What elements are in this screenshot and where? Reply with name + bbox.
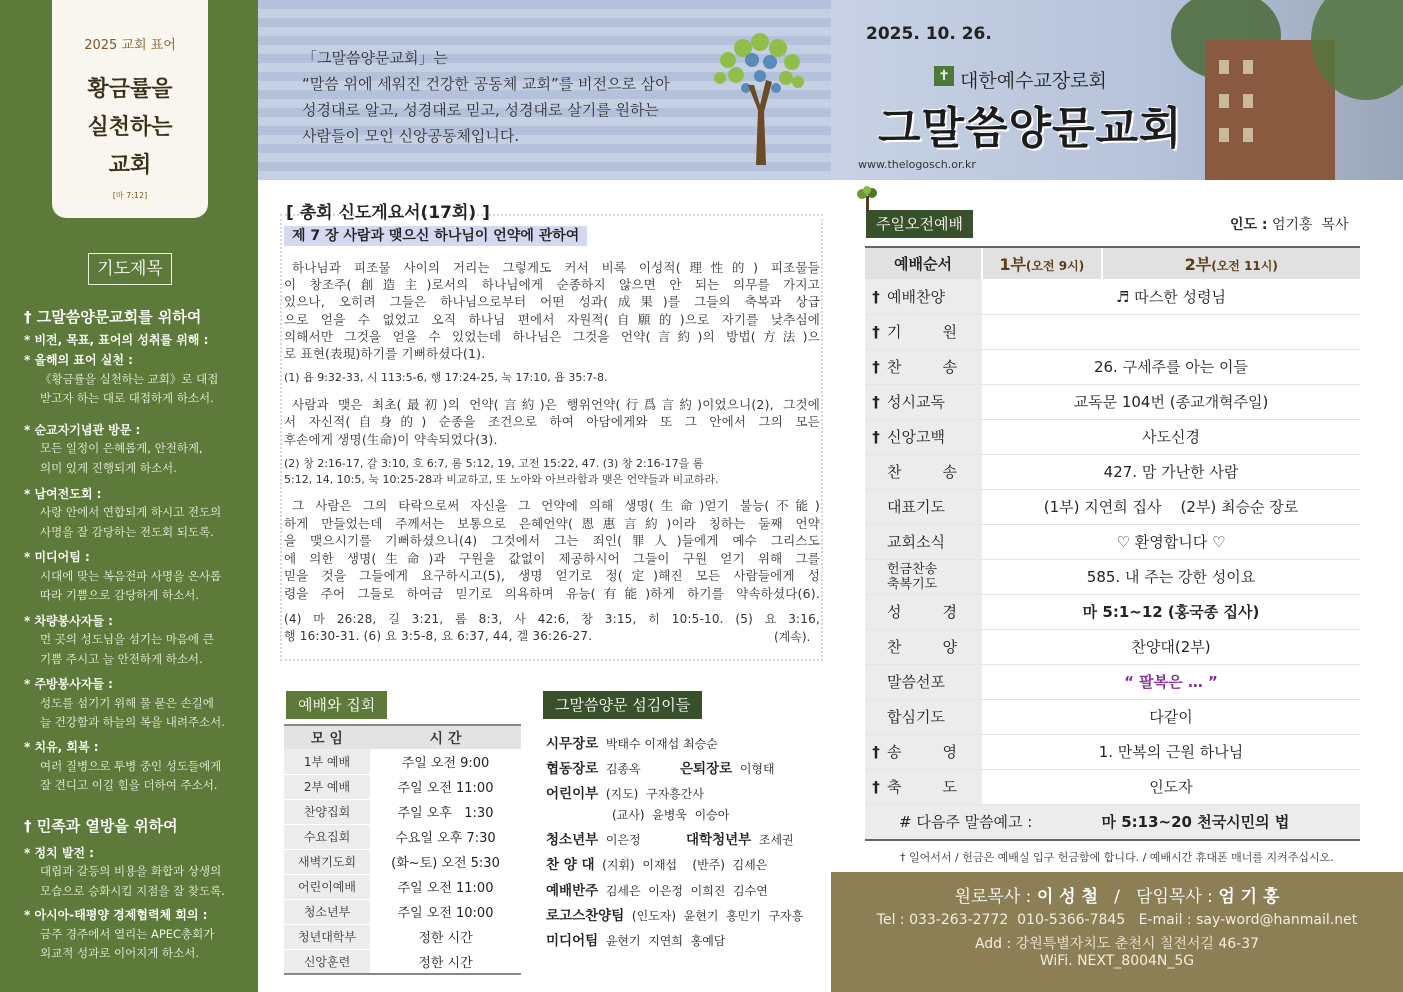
building-window <box>1243 94 1253 108</box>
order-item <box>865 734 982 769</box>
staff-names: (교사) 윤병욱 이승아 <box>612 808 730 822</box>
meeting-name: 수요집회 <box>284 824 370 849</box>
order-item <box>865 559 982 594</box>
staff-role: 청소년부 <box>546 832 599 848</box>
next-week-label: # 다음주 말씀예고 : <box>865 804 1102 840</box>
table-row <box>284 949 521 974</box>
table-row <box>865 489 1360 524</box>
prayer-item-text: 성도를 섬기기 위해 물 묻은 손길에 <box>40 696 214 710</box>
order-item-value: 사도신경 <box>982 419 1360 454</box>
motto-line: 교회 <box>108 152 152 178</box>
table-row <box>284 849 521 874</box>
order-item <box>865 524 982 559</box>
staff-role: 찬 양 대 <box>546 857 595 873</box>
building-window <box>1243 60 1253 74</box>
staff-line <box>546 732 718 752</box>
order-item-name: 말씀선포 <box>887 673 945 691</box>
vision-statement <box>302 45 670 149</box>
meeting-time: 정한 시간 <box>370 949 521 974</box>
order-item-name: 찬 송 <box>887 463 957 481</box>
stand-cross-icon: † <box>872 778 880 796</box>
staff-names: 김종옥 <box>605 762 641 776</box>
order-item-value: 1. 만복의 근원 하나님 <box>982 734 1360 769</box>
meeting-name: 찬양집회 <box>284 799 370 824</box>
service-1-label: 1부 <box>999 255 1026 274</box>
stand-cross-icon: † <box>872 287 880 306</box>
order-item-name: 성시교독 <box>887 393 945 411</box>
order-item <box>865 594 982 629</box>
prayer-item-text: 늘 건강함과 하늘의 복을 내려주소서. <box>40 715 225 729</box>
confession-line: 으로 얻을 수 없었고 오직 하나님 편에서 자원적(自願的)으로 자기를 낮추심에 <box>284 312 820 327</box>
table-row <box>284 874 521 899</box>
order-item <box>865 279 982 314</box>
service-2-label: 2부 <box>1184 255 1212 274</box>
order-item-name: 합심기도 <box>887 708 945 726</box>
order-item <box>865 314 982 349</box>
vision-line: 사람들이 모인 신앙공동체입니다. <box>302 127 520 145</box>
senior-label: 담임목사 : <box>1136 887 1213 907</box>
confession-continued: (계속). <box>774 630 811 644</box>
vision-line: 성경대로 알고, 성경대로 믿고, 성경대로 살기를 원하는 <box>302 101 659 119</box>
prayer-item-title: * 남여전도회 : <box>24 487 102 501</box>
table-row <box>865 314 1360 349</box>
order-item-name: 성 경 <box>887 603 957 621</box>
order-item-value: ♡ 환영합니다 ♡ <box>982 524 1360 559</box>
prayer-item-text: 사명을 잘 감당하는 전도회 되도록. <box>40 525 214 539</box>
meeting-time: 주일 오전 10:00 <box>370 899 521 924</box>
emeritus-pastor: 이 성 철 <box>1036 887 1098 907</box>
stand-cross-icon: † <box>872 428 880 446</box>
prayer-item-text: 기쁨 주시고 늘 안전하게 하소서. <box>40 652 203 666</box>
order-item-name: 축 도 <box>887 778 957 796</box>
prayer-item-text: 사랑 안에서 연합되게 하시고 전도의 <box>40 505 222 519</box>
confession-reference: (4) 마 26:28, 길 3:21, 롬 8:3, 사 42:6, 창 3:15, 히 10:5-10. (5) 요 3:16, <box>284 612 820 626</box>
table-row <box>865 419 1360 454</box>
staff-role: 협동장로 <box>546 761 599 777</box>
tree-illustration <box>708 30 808 170</box>
order-item-name: 대표기도 <box>887 498 945 516</box>
table-row <box>284 774 521 799</box>
staff-role: 시무장로 <box>546 736 599 752</box>
staff-names: (인도자) 윤현기 홍민기 구자흥 <box>631 909 804 923</box>
table-row <box>865 524 1360 559</box>
motto-year: 2025 교회 표어 <box>84 38 176 53</box>
staff-line <box>680 757 775 777</box>
staff-role: 로고스찬양팀 <box>546 908 625 924</box>
staff-names: 윤현기 지연희 홍예담 <box>605 934 726 948</box>
table-row <box>865 594 1360 629</box>
prayer-item-title: * 올해의 표어 실천 : <box>24 353 133 367</box>
table-row <box>284 899 521 924</box>
confession-line: 의해서만 그것을 얻을 수 있었는데 하나님은 그것을 언약(言約)의 방법(方法)으 <box>284 329 820 344</box>
church-name: 그말씀양문교회 <box>878 103 1183 154</box>
confession-line: 믿을 것을 그들에게 요구하시고(5), 생명 얻기로 정(定)해진 모든 사람들에게 성 <box>284 568 820 583</box>
table-header-row <box>865 247 1360 279</box>
nation-prayer-heading: † 민족과 열방을 위하여 <box>24 817 178 835</box>
table-row <box>865 629 1360 664</box>
contact-tel-email: Tel : 033-263-2772 010-5366-7845 E-mail : say-word@hanmail.net <box>876 912 1358 928</box>
staff-role: 예배반주 <box>546 883 599 899</box>
prayer-item-text: 먼 곳의 성도님을 섬기는 마음에 큰 <box>40 632 214 646</box>
staff-names: 조세권 <box>758 833 794 847</box>
order-item-value: 다같이 <box>982 699 1360 734</box>
next-week-row <box>865 804 1360 840</box>
staff-line <box>686 828 794 848</box>
prayer-subheading: * 비전, 목표, 표어의 성취를 위해 : <box>24 333 209 347</box>
scripture-reading: 마 5:1~12 (홍국종 집사) <box>982 594 1360 629</box>
stand-cross-icon: † <box>872 358 880 376</box>
building-window <box>1219 128 1229 142</box>
meeting-name: 청년대학부 <box>284 924 370 949</box>
table-row <box>284 824 521 849</box>
meeting-time: (화~토) 오전 5:30 <box>370 849 521 874</box>
column-header: 모 임 <box>284 725 370 749</box>
prayer-item-title: * 아시아-태평양 경제협력체 회의 : <box>24 908 208 922</box>
order-item-value: ♬ 따스한 성령님 <box>982 279 1360 314</box>
order-item-value: 427. 맘 가난한 사람 <box>982 454 1360 489</box>
staff-names: (지휘) 이재섭 (반주) 김세은 <box>602 858 768 872</box>
prayer-item-text: 잘 견디고 이길 힘을 더하여 주소서. <box>40 778 218 792</box>
stand-cross-icon: † <box>872 743 880 761</box>
contact-footer <box>831 872 1403 992</box>
staff-names: 박태수 이재섭 최승순 <box>605 737 718 751</box>
denomination: 대한예수교장로회 <box>960 70 1107 92</box>
staff-names: 이은정 <box>605 833 641 847</box>
prayer-item-title: * 순교자기념관 방문 : <box>24 423 141 437</box>
building-window <box>1243 128 1253 142</box>
order-item-name: 찬 송 <box>887 358 957 376</box>
meeting-name: 새벽기도회 <box>284 849 370 874</box>
service-1-time: (오전 9시) <box>1025 259 1085 273</box>
order-item <box>865 629 982 664</box>
leader-name: 엄기홍 목사 <box>1271 217 1349 233</box>
church-prayer-heading: † 그말씀양문교회를 위하여 <box>24 308 202 326</box>
prayer-item-text: 외교적 성과로 이어지게 하소서. <box>40 946 200 960</box>
prayer-title: 기도제목 <box>88 253 172 285</box>
motto-verse: [마 7:12] <box>112 191 148 200</box>
order-item <box>865 489 982 524</box>
order-item-value: 26. 구세주를 아는 이들 <box>982 349 1360 384</box>
order-item-value: 교독문 104번 (종교개혁주일) <box>982 384 1360 419</box>
confession-line: 에 의한 생명(生命)과 구원을 값없이 제공하시어 그들이 구원 얻기 위해 그를 <box>284 551 820 566</box>
bulletin-date: 2025. 10. 26. <box>866 24 992 44</box>
staff-label: 그말씀양문 섬김이들 <box>543 691 702 719</box>
meeting-time: 주일 오전 9:00 <box>370 749 521 774</box>
confession-line: 사람과 맺은 최초(最初)의 언약(言約)은 행위언약(行爲言約)이었으니(2), 그것에 <box>292 397 820 412</box>
order-item-value: 찬양대(2부) <box>982 629 1360 664</box>
confession-line: 을 맺으시기를 기뻐하셨으니(4) 그것에서 그는 죄인(罪人)들에게 예수 그리스도 <box>284 533 820 548</box>
order-item-name: 신앙고백 <box>887 428 945 446</box>
confession-reference: (1) 욥 9:32-33, 시 113:5-6, 행 17:24-25, 눅 17:10, 욥 35:7-8. <box>284 371 608 384</box>
confession-line: 그 사람은 그의 타락으로써 자신을 그 언약에 의해 생명(生命)얻기 불능(不能) <box>292 498 820 513</box>
table-row <box>865 559 1360 594</box>
column-header <box>982 247 1102 279</box>
prayer-item-text: 모든 일정이 은혜롭게, 안전하게, <box>40 441 203 455</box>
service-label: 주일오전예배 <box>866 210 973 238</box>
meeting-time: 수요일 오후 7:30 <box>370 824 521 849</box>
meeting-name: 청소년부 <box>284 899 370 924</box>
wifi-info: WiFi. NEXT_8004N_5G <box>1039 953 1195 969</box>
prayer-item-title: * 미디어팀 : <box>24 550 90 564</box>
meeting-name: 1부 예배 <box>284 749 370 774</box>
table-row <box>865 384 1360 419</box>
senior-pastor: 엄 기 홍 <box>1218 887 1280 907</box>
confession-chapter: 제 7 장 사람과 맺으신 하나님이 언약에 관하여 <box>284 226 587 246</box>
confession-title: [ 총회 신도게요서(17회) ] <box>286 203 490 223</box>
table-row <box>865 454 1360 489</box>
service-note: † 일어서서 / 헌금은 예배실 입구 헌금함에 합니다. / 예배시간 휴대폰 매너를 지켜주십시오. <box>900 851 1334 864</box>
order-item <box>865 454 982 489</box>
column-header: 시 간 <box>370 725 521 749</box>
staff-role: 은퇴장로 <box>680 761 733 777</box>
stand-cross-icon: † <box>872 323 880 341</box>
order-item-value: (1부) 지연희 집사 (2부) 최승순 장로 <box>982 489 1360 524</box>
prayer-item-text: 모습으로 승화시킬 지점을 잘 찾도록. <box>40 884 225 898</box>
confession-line: 령을 주어 그들로 하여금 믿기로 의욕하며 유능(有能)하게 하기를 약속하셨다(6). <box>284 586 820 601</box>
motto-line: 황금률을 <box>87 76 173 102</box>
prayer-item-title: * 치유, 회복 : <box>24 740 99 754</box>
motto-line: 실천하는 <box>87 114 173 140</box>
motto-title <box>52 70 208 184</box>
order-item <box>865 664 982 699</box>
building-window <box>1219 60 1229 74</box>
order-item-value <box>982 314 1360 349</box>
contact-address: Add : 강원특별자치도 춘천시 칠전서길 46-37 <box>974 936 1260 952</box>
prayer-item-text: 따라 기쁨으로 감당하게 하소서. <box>40 588 200 602</box>
building-window <box>1219 94 1229 108</box>
service-leader <box>1230 214 1349 234</box>
leader-label: 인도 : <box>1230 217 1268 233</box>
meeting-time: 정한 시간 <box>370 924 521 949</box>
meeting-name: 어린이예배 <box>284 874 370 899</box>
meeting-time: 주일 오전 11:00 <box>370 774 521 799</box>
order-item-name: 찬 양 <box>887 638 957 656</box>
prayer-item-title: * 차량봉사자들 : <box>24 614 113 628</box>
confession-line: 하게 만들었는데 주께서는 보통으로 은혜언약(恩惠言約)이라 칭하는 둘째 언약 <box>284 516 820 531</box>
order-item <box>865 699 982 734</box>
stand-cross-icon: † <box>872 393 880 411</box>
column-header <box>1102 247 1360 279</box>
staff-names: 김세은 이은정 이희진 김수연 <box>605 884 768 898</box>
confession-reference: 행 16:30-31. (6) 요 3:5-8, 요 6:37, 44, 겔 36:26-27. <box>284 629 593 643</box>
prayer-item-text: 대립과 갈등의 비용을 화합과 상생의 <box>40 864 222 878</box>
meeting-name: 2부 예배 <box>284 774 370 799</box>
cross-logo-icon: ✝ <box>934 66 954 86</box>
confession-line: 후손에게 생명(生命)이 약속되었다(3). <box>284 432 498 447</box>
table-row <box>284 924 521 949</box>
order-item-name: 교회소식 <box>887 533 945 551</box>
table-row <box>865 734 1360 769</box>
prayer-item-text: 의미 있게 진행되게 하소서. <box>40 461 177 475</box>
order-item-name: 기 원 <box>887 323 957 341</box>
table-row <box>865 769 1360 804</box>
order-item <box>865 349 982 384</box>
table-row <box>865 664 1360 699</box>
table-row <box>284 749 521 774</box>
staff-line <box>546 782 704 802</box>
table-header-row <box>284 725 521 749</box>
table-row <box>284 799 521 824</box>
confession-line: 있으나, 오히려 그들은 하나님으로부터 어떤 성과(成果)를 그들의 축복과 상급 <box>284 294 820 309</box>
staff-line <box>546 828 641 848</box>
vision-line: “말씀 위에 세워진 건강한 공동체 교회”를 비전으로 삼아 <box>302 75 670 93</box>
pastors-line: 원로목사 : 이 성 철 / 담임목사 : 엄 기 홍 <box>954 887 1280 907</box>
order-item-name: 예배찬양 <box>887 287 945 306</box>
prayer-item-text: 《황금률을 실천하는 교회》로 대접 <box>40 372 219 386</box>
staff-line <box>546 757 641 777</box>
prayer-item-text: 금주 경주에서 열리는 APEC총회가 <box>40 927 215 941</box>
order-item-name: 헌금찬송 축복기도 <box>887 561 938 592</box>
confession-reference: 5:12, 14, 10:5, 눅 10:25-28과 비교하고, 또 노아와 아브라함과 맺은 언약들과 비교하라. <box>284 473 719 486</box>
order-item <box>865 419 982 454</box>
prayer-item-text: 여러 질병으로 투병 중인 성도들에게 <box>40 759 222 773</box>
confession-reference: (2) 창 2:16-17, 갈 3:10, 호 6:7, 롬 5:12, 19, 고전 15:22, 47. (3) 창 2:16-17을 롬 <box>284 457 704 470</box>
motto-card <box>52 0 208 218</box>
sermon-title: “ 팔복은 … ” <box>982 664 1360 699</box>
staff-role: 대학청년부 <box>686 832 752 848</box>
column-header: 예배순서 <box>865 247 982 279</box>
emeritus-label: 원로목사 : <box>954 887 1032 907</box>
meeting-time: 주일 오후 1:30 <box>370 799 521 824</box>
service-2-time: (오전 11시) <box>1211 259 1278 273</box>
prayer-sidebar <box>0 0 258 992</box>
staff-line <box>546 929 725 949</box>
order-item <box>865 384 982 419</box>
confession-line: 로 표현(表現)하기를 기뻐하셨다(1). <box>284 346 486 361</box>
meetings-table <box>284 724 521 975</box>
website-link[interactable]: www.thelogosch.or.kr <box>858 158 976 171</box>
order-item-name: 송 영 <box>887 743 957 761</box>
prayer-item-title: * 정치 발전 : <box>24 846 94 860</box>
table-row <box>865 349 1360 384</box>
meetings-label: 예배와 집회 <box>286 691 387 719</box>
prayer-item-text: 받고자 하는 대로 대접하게 하소서. <box>40 391 214 405</box>
order-item-value: 585. 내 주는 강한 성이요 <box>982 559 1360 594</box>
prayer-item-title: * 주방봉사자들 : <box>24 677 113 691</box>
staff-line <box>546 879 768 899</box>
prayer-item-text: 시대에 맞는 복음전파 사명을 온사롭 <box>40 569 222 583</box>
next-week-sermon: 마 5:13~20 천국시민의 법 <box>1102 804 1360 840</box>
confession-line: 이 창조주(創造主)로서의 하나님에게 순종하지 않으면 안 되는 의무를 가지고 <box>284 277 820 292</box>
worship-order-table <box>865 246 1360 841</box>
confession-line: 서 자신적(自身的) 순종을 조건으로 하여 아담에게와 또 그 안에서 그의 모든 <box>284 414 820 429</box>
staff-names: (지도) 구자흥간사 <box>605 787 704 801</box>
table-row <box>865 279 1360 314</box>
order-item-value: 인도자 <box>982 769 1360 804</box>
staff-names: 이형태 <box>739 762 775 776</box>
order-item <box>865 769 982 804</box>
staff-role: 미디어팀 <box>546 933 599 949</box>
staff-line <box>546 853 767 873</box>
vision-line: 「그말씀양문교회」는 <box>302 49 448 67</box>
table-row <box>865 699 1360 734</box>
staff-line <box>546 904 803 924</box>
confession-line: 하나님과 피조물 사이의 거리는 그렇게도 커서 비록 이성적(理性的) 피조물들 <box>292 260 820 275</box>
meeting-time: 주일 오전 11:00 <box>370 874 521 899</box>
meeting-name: 신앙훈련 <box>284 949 370 974</box>
staff-role: 어린이부 <box>546 786 599 802</box>
